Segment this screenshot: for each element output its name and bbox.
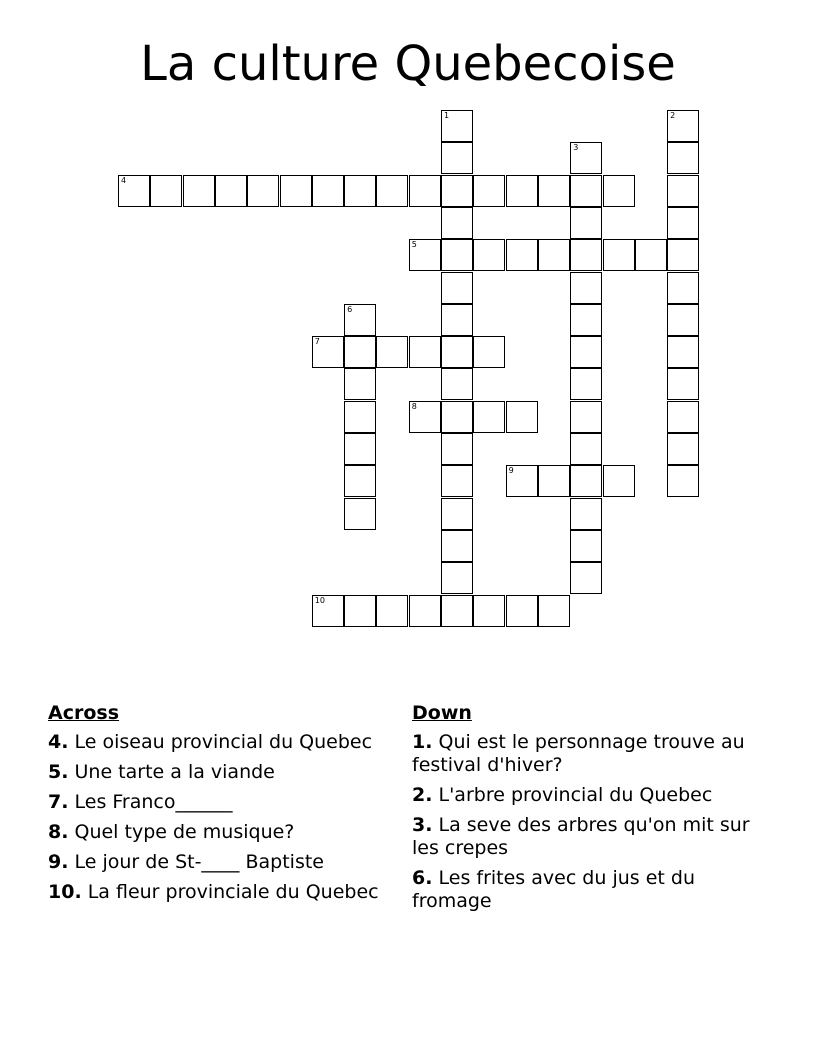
grid-cell[interactable] (570, 207, 602, 239)
grid-cell[interactable] (667, 110, 699, 142)
cell-number: 9 (508, 466, 514, 476)
clue-number: 6. (412, 867, 433, 889)
grid-cell[interactable] (603, 175, 635, 207)
across-clues (48, 702, 388, 911)
down-clues (412, 702, 752, 920)
grid-cell[interactable] (570, 175, 602, 207)
grid-cell[interactable] (344, 304, 376, 336)
grid-cell[interactable] (667, 175, 699, 207)
grid-cell[interactable] (570, 562, 602, 594)
clue-item (48, 791, 388, 814)
grid-cell[interactable] (441, 304, 473, 336)
grid-cell[interactable] (441, 595, 473, 627)
grid-cell[interactable] (344, 465, 376, 497)
across-heading: Across (48, 702, 120, 724)
grid-cell[interactable] (344, 595, 376, 627)
grid-cell[interactable] (215, 175, 247, 207)
grid-cell[interactable] (344, 175, 376, 207)
grid-cell[interactable] (538, 465, 570, 497)
clue-text: La seve des arbres qu'on mit sur les crepes (412, 814, 750, 859)
grid-cell[interactable] (150, 175, 182, 207)
clue-number: 1. (412, 731, 433, 753)
grid-cell[interactable] (441, 433, 473, 465)
grid-cell[interactable] (570, 433, 602, 465)
clue-item (48, 731, 388, 754)
grid-cell[interactable] (473, 239, 505, 271)
grid-cell[interactable] (667, 465, 699, 497)
grid-cell[interactable] (667, 368, 699, 400)
clue-text: Quel type de musique? (74, 821, 295, 843)
clue-item (412, 867, 752, 913)
grid-cell[interactable] (473, 401, 505, 433)
grid-cell[interactable] (344, 498, 376, 530)
grid-cell[interactable] (441, 336, 473, 368)
cell-number: 1 (444, 111, 450, 120)
cell-number: 3 (573, 143, 579, 153)
grid-cell[interactable] (441, 142, 473, 174)
grid-cell[interactable] (376, 595, 408, 627)
clue-number: 5. (48, 761, 69, 783)
grid-cell[interactable] (441, 498, 473, 530)
grid-cell[interactable] (409, 401, 441, 433)
clue-text: L'arbre provincial du Quebec (438, 784, 713, 806)
clue-number: 3. (412, 814, 433, 836)
clue-text: Une tarte a la viande (74, 761, 275, 783)
grid-cell[interactable] (667, 304, 699, 336)
grid-cell[interactable] (409, 595, 441, 627)
grid-cell[interactable] (538, 239, 570, 271)
clue-text: Les frites avec du jus et du fromage (412, 867, 695, 912)
grid-cell[interactable] (344, 336, 376, 368)
grid-cell[interactable] (506, 175, 538, 207)
grid-cell[interactable] (441, 175, 473, 207)
grid-cell[interactable] (603, 465, 635, 497)
grid-cell[interactable] (312, 175, 344, 207)
clue-item (412, 731, 752, 777)
grid-cell[interactable] (506, 595, 538, 627)
cell-number: 2 (670, 111, 676, 120)
cell-number: 6 (347, 304, 353, 314)
grid-cell[interactable] (344, 401, 376, 433)
clue-item (48, 881, 388, 904)
grid-cell[interactable] (376, 336, 408, 368)
puzzle-title: La culture Quebecoise (140, 36, 676, 92)
clue-number: 10. (48, 881, 82, 903)
grid-cell[interactable] (473, 336, 505, 368)
down-heading: Down (412, 702, 472, 724)
grid-cell[interactable] (441, 530, 473, 562)
clue-text: Le oiseau provincial du Quebec (74, 731, 373, 753)
clue-number: 4. (48, 731, 69, 753)
clue-text: Le jour de St-____ Baptiste (74, 851, 324, 873)
clue-number: 7. (48, 791, 69, 813)
clue-number: 8. (48, 821, 69, 843)
grid-cell[interactable] (376, 175, 408, 207)
grid-cell[interactable] (570, 368, 602, 400)
grid-cell[interactable] (570, 272, 602, 304)
grid-cell[interactable] (506, 401, 538, 433)
grid-cell[interactable] (280, 175, 312, 207)
clue-item (48, 851, 388, 874)
grid-cell[interactable] (441, 110, 473, 142)
grid-cell[interactable] (473, 175, 505, 207)
cell-number: 8 (411, 401, 417, 411)
grid-cell[interactable] (667, 207, 699, 239)
grid-cell[interactable] (247, 175, 279, 207)
clue-text: Qui est le personnage trouve au festival d'hiver? (412, 731, 745, 776)
grid-cell[interactable] (344, 433, 376, 465)
grid-cell[interactable] (570, 336, 602, 368)
grid-cell[interactable] (667, 239, 699, 271)
grid-cell[interactable] (635, 239, 667, 271)
grid-cell[interactable] (570, 530, 602, 562)
grid-cell[interactable] (183, 175, 215, 207)
clue-text: Les Franco______ (74, 791, 233, 813)
grid-cell[interactable] (441, 401, 473, 433)
grid-cell[interactable] (441, 272, 473, 304)
grid-cell[interactable] (570, 401, 602, 433)
grid-cell[interactable] (409, 336, 441, 368)
clue-item (412, 814, 752, 860)
grid-cell[interactable] (344, 368, 376, 400)
grid-cell[interactable] (441, 368, 473, 400)
clue-number: 9. (48, 851, 69, 873)
grid-cell[interactable] (409, 239, 441, 271)
grid-cell[interactable] (667, 336, 699, 368)
cell-number: 4 (121, 175, 127, 185)
grid-cell[interactable] (312, 336, 344, 368)
grid-cell[interactable] (441, 562, 473, 594)
grid-cell[interactable] (570, 142, 602, 174)
grid-cell[interactable] (441, 207, 473, 239)
clue-number: 2. (412, 784, 433, 806)
grid-cell[interactable] (570, 465, 602, 497)
grid-cell[interactable] (506, 465, 538, 497)
clue-text: La fleur provinciale du Quebec (87, 881, 379, 903)
cell-number: 7 (314, 337, 320, 347)
grid-cell[interactable] (441, 239, 473, 271)
grid-cell[interactable] (667, 272, 699, 304)
clue-item (412, 784, 752, 807)
grid-cell[interactable] (118, 175, 150, 207)
clue-item (48, 761, 388, 784)
grid-cell[interactable] (473, 595, 505, 627)
grid-cell[interactable] (409, 175, 441, 207)
grid-cell[interactable] (667, 433, 699, 465)
grid-cell[interactable] (603, 239, 635, 271)
clue-item (48, 821, 388, 844)
grid-cell[interactable] (312, 595, 344, 627)
grid-cell[interactable] (441, 465, 473, 497)
cell-number: 5 (411, 240, 417, 250)
grid-cell[interactable] (570, 304, 602, 336)
grid-cell[interactable] (667, 142, 699, 174)
grid-cell[interactable] (506, 239, 538, 271)
cell-number: 10 (314, 595, 325, 605)
grid-cell[interactable] (570, 498, 602, 530)
grid-cell[interactable] (570, 239, 602, 271)
grid-cell[interactable] (667, 401, 699, 433)
grid-cell[interactable] (538, 175, 570, 207)
grid-cell[interactable] (538, 595, 570, 627)
